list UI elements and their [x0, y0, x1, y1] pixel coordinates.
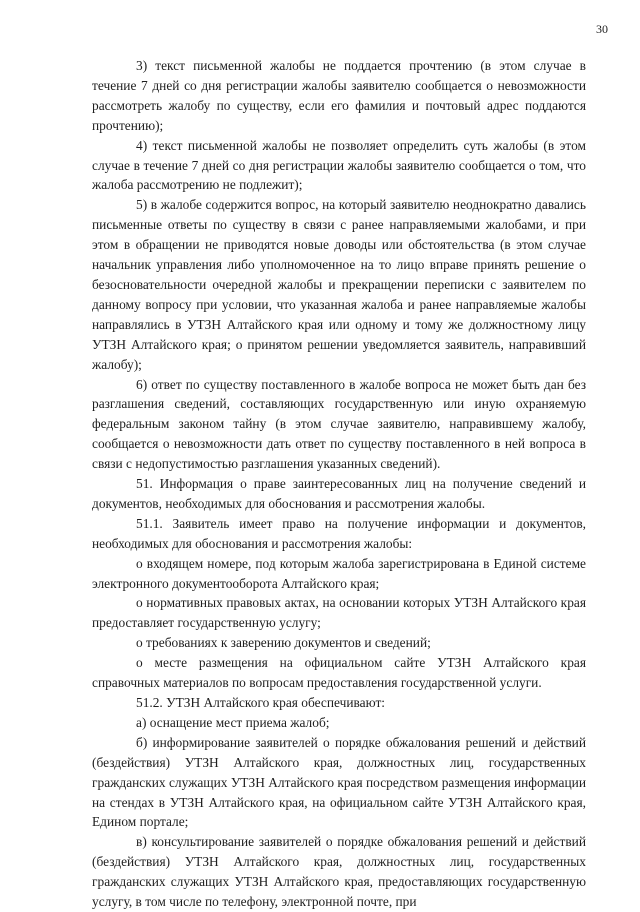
paragraph-info-incoming-number: о входящем номере, под которым жалоба зарегистрирована в Единой системе электронного документооборота Алтайского края; [92, 555, 586, 591]
paragraph-info-requirements: о требованиях к заверению документов и сведений; [136, 635, 431, 651]
paragraph-item-5: 5) в жалобе содержится вопрос, на который заявителю неоднократно давались письменные ответы по существу в связи с ранее направляемыми жалобами, и при этом в обращении не приводятся новые доводы или обстоятельства (в этом случае начальник управления либо уполномоченное на то лицо вправе принять решение о безосновательности очередной жалобы и прекращении переписки с заявителем по данному вопросу при условии, что указанная жалоба и ранее направляемые жалобы направлялись в УТЗН Алтайского края или одному и тому же должностному лицу УТЗН Алтайского края; о принятом решении уведомляется заявитель, направивший жалобу); [92, 197, 586, 372]
paragraph-item-a: а) оснащение мест приема жалоб; [136, 714, 330, 730]
paragraph-item-b: б) информирование заявителей о порядке обжалования решений и действий (бездействия) УТЗН Алтайского края, должностных лиц, государственных гражданских служащих УТЗН Алтайского края посредством размещения информации на стендах в УТЗН Алтайского края, на официальном сайте УТЗН Алтайского края, Едином портале; [92, 734, 586, 830]
paragraph-section-51-2: 51.2. УТЗН Алтайского края обеспечивают: [136, 695, 386, 710]
paragraph-item-6: 6) ответ по существу поставленного в жалобе вопроса не может быть дан без разглашения сведений, составляющих государственную или иную охраняемую федеральным законом тайну (в этом случае заявителю, направившему жалобу, сообщается о невозможности дать ответ по существу поставленного в ней вопроса в связи с недопустимостью разглашения указанных сведений). [92, 376, 586, 472]
paragraph-info-website: о месте размещения на официальном сайте УТЗН Алтайского края справочных материалов по вопросам предоставления государственной услуги. [92, 655, 586, 691]
page-number: 30 [596, 22, 608, 36]
paragraph-section-51-1: 51.1. Заявитель имеет право на получение информации и документов, необходимых для обоснования и рассмотрения жалобы: [92, 515, 586, 551]
paragraph-item-3: 3) текст письменной жалобы не поддается прочтению (в этом случае в течение 7 дней со дня регистрации жалобы заявителю сообщается о невозможности рассмотреть жалобу по существу, если его фамилия и почтовый адрес поддаются прочтению); [92, 58, 586, 133]
paragraph-info-legal-acts: о нормативных правовых актах, на основании которых УТЗН Алтайского края предоставляет государственную услугу; [92, 595, 586, 631]
paragraph-section-51: 51. Информация о праве заинтересованных лиц на получение сведений и документов, необходимых для обоснования и рассмотрения жалобы. [92, 476, 586, 511]
paragraph-item-4: 4) текст письменной жалобы не позволяет определить суть жалобы (в этом случае в течение 7 дней со дня регистрации жалобы заявителю сообщается о том, что жалоба рассмотрению не подлежит); [92, 137, 586, 193]
paragraph-item-v: в) консультирование заявителей о порядке обжалования решений и действий (бездействия) УТЗН Алтайского края, должностных лиц, государственных гражданских служащих УТЗН Алтайского края, предоставляющих государственную услугу, в том числе по телефону, электронной почте, при [92, 834, 586, 910]
document-body [92, 56, 586, 912]
